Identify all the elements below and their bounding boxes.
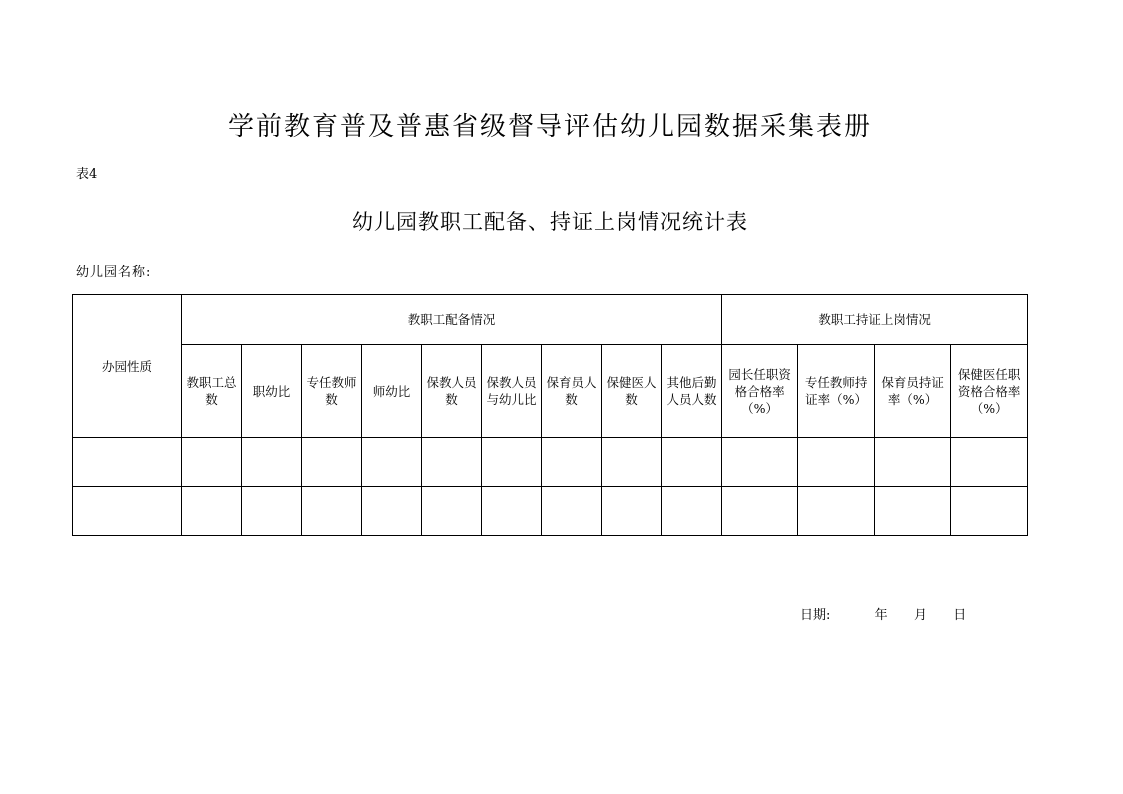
table-cell[interactable]	[542, 487, 602, 536]
table-cell[interactable]	[73, 487, 182, 536]
form-booklet-title: 学前教育普及普惠省级督导评估幼儿园数据采集表册	[227, 112, 872, 142]
column-header: 师幼比	[362, 345, 422, 438]
school-type-header: 办园性质	[73, 295, 182, 438]
table-cell[interactable]	[798, 487, 875, 536]
certification-group-header: 教职工持证上岗情况	[722, 295, 1028, 345]
day-label: 日	[953, 608, 967, 623]
kindergarten-name-label: 幼儿园名称:	[76, 265, 152, 280]
table-cell[interactable]	[722, 438, 798, 487]
table-cell[interactable]	[722, 487, 798, 536]
table-cell[interactable]	[602, 487, 662, 536]
table-cell[interactable]	[302, 438, 362, 487]
column-header: 保育员人数	[542, 345, 602, 438]
table-column-header-row	[73, 345, 1028, 438]
table-cell[interactable]	[362, 438, 422, 487]
column-header: 教职工总数	[182, 345, 242, 438]
table-cell[interactable]	[798, 438, 875, 487]
table-cell[interactable]	[182, 438, 242, 487]
table-cell[interactable]	[875, 487, 951, 536]
column-header: 专任教师数	[302, 345, 362, 438]
year-label: 年	[874, 608, 888, 623]
column-header: 保健医人数	[602, 345, 662, 438]
table-cell[interactable]	[951, 438, 1028, 487]
column-header: 保教人员数	[422, 345, 482, 438]
table-group-header-row	[73, 295, 1028, 345]
column-header: 职幼比	[242, 345, 302, 438]
month-label: 月	[913, 608, 927, 623]
column-header: 保教人员与幼儿比	[482, 345, 542, 438]
table-cell[interactable]	[951, 487, 1028, 536]
staffing-statistics-table	[72, 294, 1028, 536]
table-cell[interactable]	[662, 438, 722, 487]
table-cell[interactable]	[362, 487, 422, 536]
table-cell[interactable]	[542, 438, 602, 487]
date-line	[800, 604, 966, 623]
column-header: 专任教师持证率（%）	[798, 345, 875, 438]
table-cell[interactable]	[422, 438, 482, 487]
column-header: 园长任职资格合格率（%）	[722, 345, 798, 438]
table-number: 表4	[76, 167, 98, 182]
date-label: 日期:	[800, 608, 831, 623]
table-cell[interactable]	[182, 487, 242, 536]
table-cell[interactable]	[875, 438, 951, 487]
column-header: 保育员持证率（%）	[875, 345, 951, 438]
table-cell[interactable]	[482, 438, 542, 487]
column-header: 保健医任职资格合格率（%）	[951, 345, 1028, 438]
table-cell[interactable]	[73, 438, 182, 487]
table-cell[interactable]	[662, 487, 722, 536]
table-row	[73, 438, 1028, 487]
table-row	[73, 487, 1028, 536]
table-cell[interactable]	[422, 487, 482, 536]
table-cell[interactable]	[482, 487, 542, 536]
table-cell[interactable]	[302, 487, 362, 536]
table-cell[interactable]	[602, 438, 662, 487]
table-title: 幼儿园教职工配备、持证上岗情况统计表	[352, 210, 748, 234]
table-cell[interactable]	[242, 487, 302, 536]
table-cell[interactable]	[242, 438, 302, 487]
column-header: 其他后勤人员人数	[662, 345, 722, 438]
staffing-group-header: 教职工配备情况	[182, 295, 722, 345]
